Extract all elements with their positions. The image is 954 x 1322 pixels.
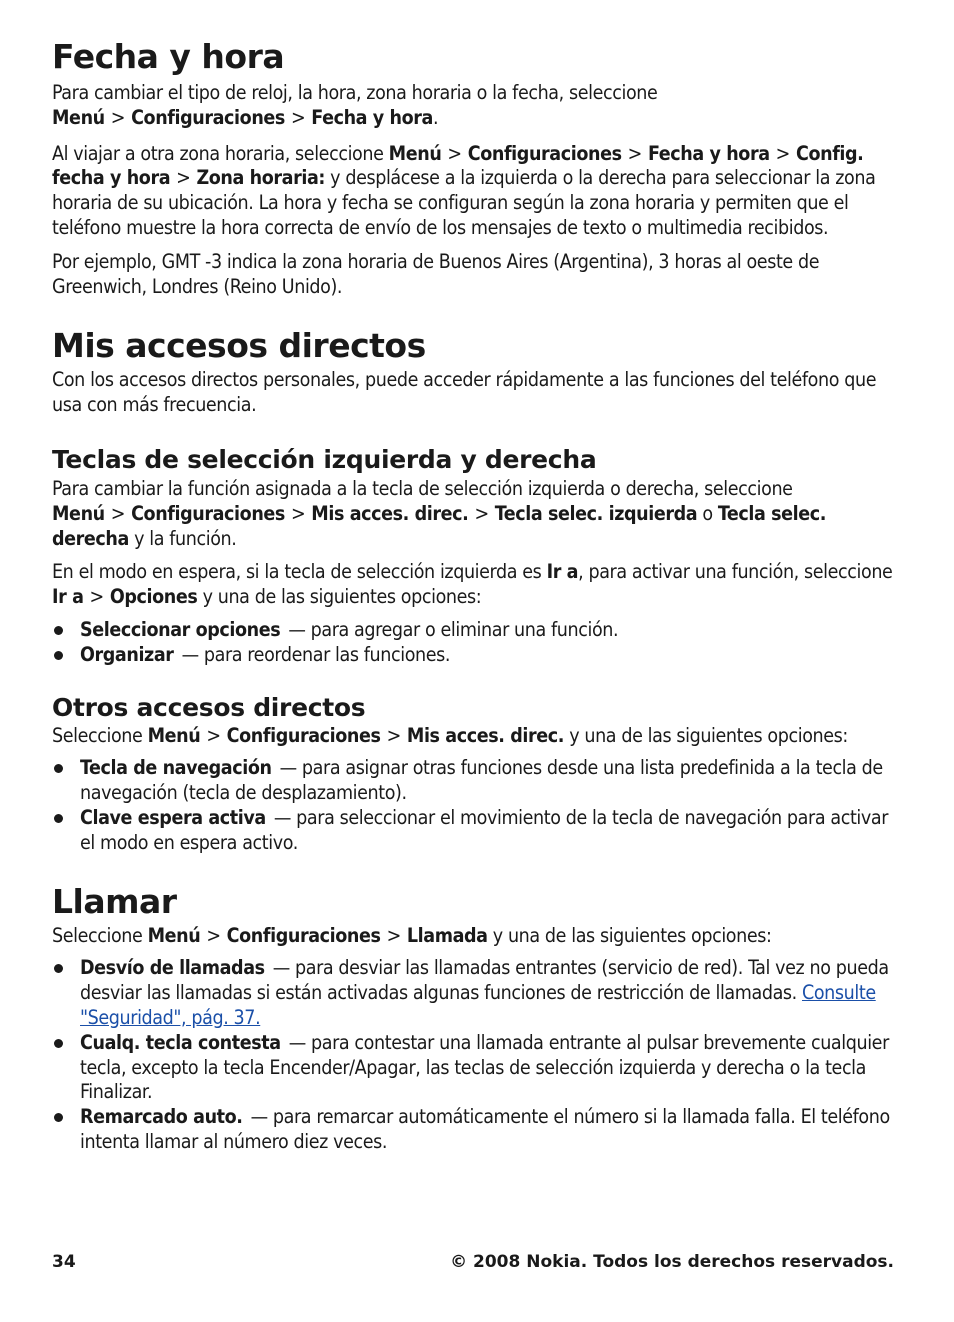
page-number: 34	[52, 1252, 76, 1272]
list-item: Desvío de llamadas — para desviar las llamadas entrantes (servicio de red). Tal vez no pueda desviar las llamadas si están activadas algunas funciones de restricción de llamadas. Consulte "Seguridad", pág. 37.	[52, 956, 898, 1030]
otros-options-list	[52, 756, 898, 855]
page-footer	[52, 1250, 894, 1275]
list-item: Tecla de navegación — para asignar otras funciones desde una lista predefinida a la tecla de navegación (tecla de desplazamiento).	[52, 756, 898, 806]
section-title-mis-accesos: Mis accesos directos	[52, 326, 426, 366]
teclas-options-list	[52, 618, 898, 668]
paragraph-fecha-2: Al viajar a otra zona horaria, seleccione Menú > Configuraciones > Fecha y hora > Config. fecha y hora > Zona horaria: y desplácese a la izquierda o la derecha para seleccionar la zona horaria de su ubicación. La hora y fecha se configuran según la zona horaria y permiten que el teléfono muestre la hora correcta de envío de los mensajes de texto o multimedia recibidos.	[52, 141, 876, 239]
paragraph-teclas-2: En el modo en espera, si la tecla de selección izquierda es Ir a, para activar una función, seleccione Ir a > Opciones y una de las siguientes opciones:	[52, 560, 893, 609]
paragraph-llamar: Seleccione Menú > Configuraciones > Llamada y una de las siguientes opciones:	[52, 923, 772, 947]
list-item: Organizar — para reordenar las funciones.	[52, 643, 898, 668]
document-page	[52, 0, 898, 1155]
list-item: Clave espera activa — para seleccionar el movimiento de la tecla de navegación para activar el modo en espera activo.	[52, 806, 898, 856]
section-title-fecha-y-hora: Fecha y hora	[52, 37, 285, 76]
list-item: Remarcado auto. — para remarcar automáticamente el número si la llamada falla. El teléfono intenta llamar al número diez veces.	[52, 1105, 898, 1155]
llamar-options-list	[52, 956, 898, 1154]
paragraph-fecha-1: Para cambiar el tipo de reloj, la hora, zona horaria o la fecha, seleccione Menú > Configuraciones > Fecha y hora.	[52, 81, 658, 129]
link-seguridad[interactable]: Consulte "Seguridad", pág. 37.	[80, 981, 876, 1029]
list-item: Seleccionar opciones — para agregar o eliminar una función.	[52, 618, 898, 643]
paragraph-accesos-intro: Con los accesos directos personales, puede acceder rápidamente a las funciones del teléfono que usa con más frecuencia.	[52, 368, 877, 417]
paragraph-teclas-1: Para cambiar la función asignada a la tecla de selección izquierda o derecha, seleccione Menú > Configuraciones > Mis acces. direc. > Tecla selec. izquierda o Tecla selec. derecha y la función.	[52, 476, 827, 550]
copyright-notice: © 2008 Nokia. Todos los derechos reservados.	[450, 1252, 894, 1272]
subsection-title-otros: Otros accesos directos	[52, 692, 366, 722]
section-title-llamar: Llamar	[52, 881, 177, 921]
subsection-title-teclas: Teclas de selección izquierda y derecha	[52, 444, 597, 474]
paragraph-otros: Seleccione Menú > Configuraciones > Mis acces. direc. y una de las siguientes opciones:	[52, 723, 848, 747]
list-item: Cualq. tecla contesta — para contestar una llamada entrante al pulsar brevemente cualquier tecla, excepto la tecla Encender/Apagar, las teclas de selección izquierda y derecha o la tecla Finalizar.	[52, 1031, 898, 1105]
paragraph-fecha-3: Por ejemplo, GMT -3 indica la zona horaria de Buenos Aires (Argentina), 3 horas al oeste de Greenwich, Londres (Reino Unido).	[52, 249, 820, 298]
